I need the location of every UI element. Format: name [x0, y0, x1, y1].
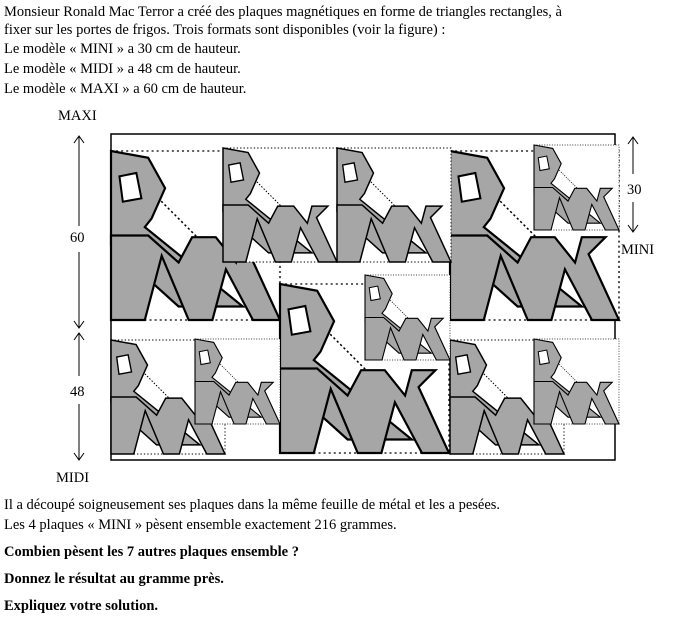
intro-line-1: Monsieur Ronald Mac Terror a créé des plaques magnétiques en forme de triangles rectangles, à [4, 4, 562, 20]
dimension-30: 30 [627, 182, 642, 198]
dimension-60: 60 [70, 230, 85, 246]
midi-plate [223, 148, 337, 262]
mini-plate [195, 339, 280, 424]
mini-plate [534, 339, 619, 424]
question-2: Donnez le résultat au gramme près. [4, 571, 224, 587]
question-3: Expliquez votre solution. [4, 598, 159, 614]
intro-line-3: Le modèle « MINI » a 30 cm de hauteur. [4, 41, 241, 57]
intro-line-5: Le modèle « MAXI » a 60 cm de hauteur. [4, 81, 247, 97]
mini-plate [365, 275, 450, 360]
statement-line-2: Les 4 plaques « MINI » pèsent ensemble exactement 216 grammes. [4, 517, 397, 533]
dimension-48: 48 [70, 384, 85, 400]
intro-line-2: fixer sur les portes de frigos. Trois formats sont disponibles (voir la figure) : [4, 22, 446, 38]
label-midi: MIDI [56, 470, 90, 486]
midi-plate [337, 148, 451, 262]
label-maxi: MAXI [58, 108, 97, 124]
question-1: Combien pèsent les 7 autres plaques ensemble ? [4, 544, 299, 560]
mini-plate [534, 145, 619, 230]
intro-line-4: Le modèle « MIDI » a 48 cm de hauteur. [4, 61, 241, 77]
label-mini: MINI [621, 242, 655, 258]
statement-line-1: Il a découpé soigneusement ses plaques dans la même feuille de métal et les a pesées. [4, 497, 501, 513]
